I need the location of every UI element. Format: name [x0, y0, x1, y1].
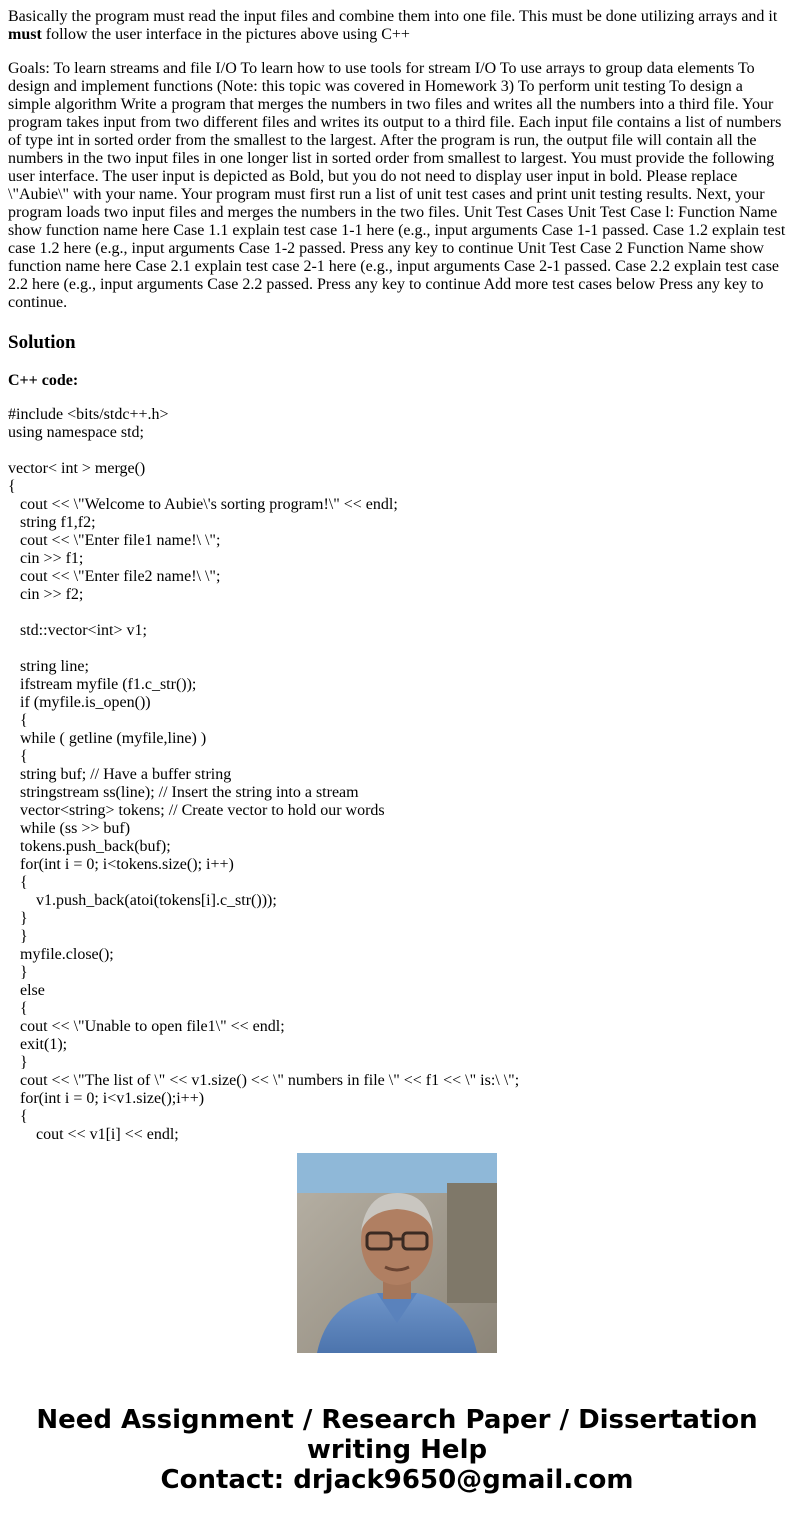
solution-heading: Solution	[8, 332, 76, 353]
cpp-code-label: C++ code:	[8, 372, 79, 389]
intro-bold-word: must	[8, 26, 42, 43]
footer-line-1: Need Assignment / Research Paper / Dissertation	[36, 1405, 758, 1435]
footer-banner	[0, 1405, 794, 1495]
footer-contact: Contact: drjack9650@gmail.com	[160, 1465, 634, 1495]
intro-text-before: Basically the program must read the input files and combine them into one file. This must be done utilizing arrays and it	[8, 8, 778, 25]
author-portrait-image	[297, 1153, 497, 1353]
code-block: #include <bits/stdc++.h> using namespace std; vector< int > merge() { cout << \"Welcome to Aubie\'s sorting program!\" << endl; string f1,f2; cout << \"Enter file1 name!\ \"; cin >> f1; cout << \"Enter file2 name!\ \"; cin >> f2; std::vector<int> v1; string line; ifstream myfile (f1.c_str()); if (myfile.is_open()) { while ( getline (myfile,line) ) { string buf; // Have a buffer string stringstream ss(line); // Insert the string into a stream vector<string> tokens; // Create vector to hold our words while (ss >> buf) tokens.push_back(buf); for(int i = 0; i<tokens.size(); i++) { v1.push_back(atoi(tokens[i].c_str())); } } myfile.close(); } else { cout << \"Unable to open file1\" << endl; exit(1); } cout << \"The list of \" << v1.size() << \" numbers in file \" << f1 << \" is:\ \"; for(int i = 0; i<v1.size();i++) { cout << v1[i] << endl;	[8, 406, 520, 1143]
footer-line-2: writing Help	[306, 1435, 488, 1465]
intro-paragraph	[8, 8, 786, 44]
author-avatar	[297, 1153, 497, 1353]
question-content	[8, 0, 786, 1143]
goals-paragraph: Goals: To learn streams and file I/O To learn how to use tools for stream I/O To use arrays to group data elements To design and implement functions (Note: this topic was covered in Homework 3) To perform unit testing To design a simple algorithm Write a program that merges the numbers in two files and writes all the numbers into a third file. Your program takes input from two different files and writes its output to a third file. Each input file contains a list of numbers of type int in sorted order from the smallest to the largest. After the program is run, the output file will contain all the numbers in the two input files in one longer list in sorted order from smallest to largest. You must provide the following user interface. The user input is depicted as Bold, but you do not need to display user input in bold. Please replace \"Aubie\" with your name. Your program must first run a list of unit test cases and print unit testing results. Next, your program loads two input files and merges the numbers in the two files. Unit Test Cases Unit Test Case l: Function Name show function name here Case 1.1 explain test case 1-1 here (e.g., input arguments Case 1-1 passed. Case 1.2 explain test case 1.2 here (e.g., input arguments Case 1-2 passed. Press any key to continue Unit Test Case 2 Function Name show function name here Case 2.1 explain test case 2-1 here (e.g., input arguments Case 2-1 passed. Case 2.2 explain test case 2.2 here (e.g., input arguments Case 2.2 passed. Press any key to continue Add more test cases below Press any key to continue.	[8, 60, 786, 311]
intro-text-after: follow the user interface in the pictures above using C++	[41, 26, 410, 43]
